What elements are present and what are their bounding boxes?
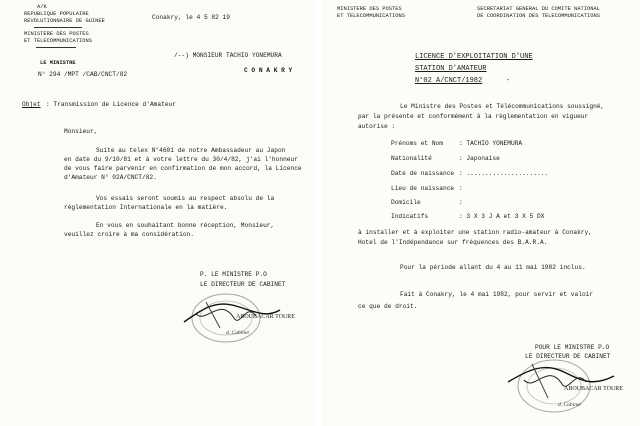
secretariat-line-2: DE COORDINATION DES TELECOMMUNICATIONS bbox=[477, 13, 600, 19]
field-callsign-label: Indicatifs bbox=[391, 213, 429, 220]
field-birthplace-value: : bbox=[459, 185, 463, 192]
paragraph3-line-2: veuillez croire à ma considération. bbox=[64, 231, 194, 238]
field-name-label: Prénoms et Nom bbox=[391, 140, 443, 147]
secretariat-line-1: SECRETARIAT GENERAL DU COMITE NATIONAL bbox=[477, 6, 600, 12]
intro-line-2: par la présente et conformément à la règlementation en vigueur bbox=[358, 113, 589, 120]
stamp-title: d. Cabinet bbox=[558, 402, 581, 408]
ministry-line-2: ET TELECOMMUNICATIONS bbox=[24, 38, 92, 44]
stamp-name: ABOUBACAR TOURE bbox=[564, 386, 623, 392]
period: Pour la période allant du 4 au 11 mai 1982 inclus. bbox=[400, 264, 586, 271]
recipient: /--) MONSIEUR TACHIO YONEMURA bbox=[174, 52, 282, 59]
intro-line-1: Le Ministre des Postes et Télécommunications soussigné, bbox=[400, 103, 605, 110]
paragraph2-line-2: règlementation Internationale en la matière. bbox=[64, 204, 228, 211]
signature-line-1: POUR LE MINISTRE P.O bbox=[535, 344, 610, 351]
object-text: : Transmission de Licence d'Amateur bbox=[46, 101, 176, 108]
field-domicile-label: Domicile bbox=[391, 199, 421, 206]
field-domicile-value: : bbox=[459, 199, 463, 206]
closing-line-2: ce que de droit. bbox=[358, 303, 418, 310]
paragraph1-line-1: Suite au telex N°4601 de notre Ambassadeur au Japon bbox=[96, 147, 286, 154]
minister-label: LE MINISTRE bbox=[40, 60, 76, 66]
salutation: Monsieur, bbox=[64, 128, 98, 135]
stamp-title: d. Cabinet bbox=[226, 330, 249, 336]
install-line-1: à installer et à exploiter une station radio-amateur à Conakry, bbox=[358, 229, 592, 236]
paragraph1-line-2: en date du 9/10/81 et à votre lettre du 30/4/82, j'ai l'honneur bbox=[64, 156, 298, 163]
stamp-name: ABOUBACAR TOURE bbox=[236, 314, 295, 320]
licence-number: N°02 A/CNCT/1982 bbox=[415, 77, 483, 85]
ministry-line-1: MINISTERE DES POSTES bbox=[24, 31, 89, 37]
paragraph3-line-1: En vous en souhaitant bonne réception, Monsieur, bbox=[96, 222, 275, 229]
signature-line-2: LE DIRECTEUR DE CABINET bbox=[200, 281, 286, 288]
header-line-2: REVOLUTIONNAIRE DE GUINEE bbox=[24, 18, 105, 24]
header-line-1: REPUBLIQUE POPULAIRE bbox=[24, 11, 89, 17]
cover-letter-page bbox=[0, 0, 316, 426]
signature-line-1: P. LE MINISTRE P.O bbox=[200, 271, 267, 278]
field-birthdate-value: : ...................... bbox=[459, 170, 549, 177]
official-stamp-signature bbox=[502, 352, 622, 422]
field-birthdate-label: Date de naissance bbox=[391, 170, 455, 177]
licence-title-1: LICENCE D'EXPLOITATION D'UNE bbox=[415, 53, 533, 61]
recipient-city: C O N A K R Y bbox=[244, 67, 293, 74]
signature-line-2: LE DIRECTEUR DE CABINET bbox=[525, 353, 611, 360]
object-label: Objet bbox=[22, 101, 41, 108]
closing-line-1: Fait à Conakry, le 4 mai 1982, pour servir et valoir bbox=[400, 291, 594, 298]
paragraph2-line-1: Vos essais seront soumis au respect absolu de la bbox=[96, 195, 275, 202]
field-name-value: : TACHIO YONEMURA bbox=[459, 140, 523, 147]
official-stamp-signature bbox=[176, 288, 295, 350]
intro-line-3: autorise : bbox=[358, 123, 396, 130]
ministry-line-1: MINISTERE DES POSTES bbox=[337, 6, 402, 12]
field-birthplace-label: Lieu de naissance bbox=[391, 185, 455, 192]
paragraph1-line-4: d'Amateur N° 02A/CNCT/82. bbox=[64, 174, 157, 181]
field-nationality-label: Nationalité bbox=[391, 155, 432, 162]
install-line-2: Hotel de l'Indépendance sur fréquences des B.A.R.A. bbox=[358, 239, 548, 246]
ref-mark: A/K bbox=[37, 4, 47, 10]
paragraph1-line-3: de vous faire parvenir en confirmation de mon accord, la Licence bbox=[64, 165, 302, 172]
field-nationality-value: : Japonaise bbox=[459, 155, 500, 162]
ministry-line-2: ET TELECOMMUNICATIONS bbox=[337, 13, 405, 19]
city-date: Conakry, le 4 5 82 19 bbox=[152, 14, 230, 21]
ref-number: N° 294 /MPT /CAB/CNCT/82 bbox=[38, 71, 128, 78]
licence-page: MINISTERE DES POSTES ET TELECOMMUNICATIONS SECRETARIAT GENERAL DU COMITE NATIONAL DE COORDINATION DES TELECOMMUNICATIONS LICENCE D'EXPLOITATION D'UNE STATION D'AMATEUR N°02 A/CNCT/1982 - Le Ministre des Postes et Télécommunications soussigné, par la présente et conformément à la règlementation en vigueur autorise : Prénoms et Nom : TACHIO YONEMURA Nationalité : Japonaise Date de naissance : ...................... Lieu de naissance : Domicile : Indicatifs : 3 X 3 J A et 3 X 5 DX à installer et à exploiter une station radio-amateur à Conakry, Hotel de l'Indépendance sur fréquences des B.A.R.A. Pour la période allant du 4 au 11 mai 1982 inclus. Fait à Conakry, le 4 mai 1982, pour servir et valoir ce que de droit. POUR LE MINISTRE P.O LE DIRECTEUR DE CABINET ABOUBACAR TOURE d. Cabinet bbox=[322, 0, 640, 426]
field-callsign-value: : 3 X 3 J A et 3 X 5 DX bbox=[459, 213, 545, 220]
licence-title-2: STATION D'AMATEUR bbox=[415, 65, 487, 73]
